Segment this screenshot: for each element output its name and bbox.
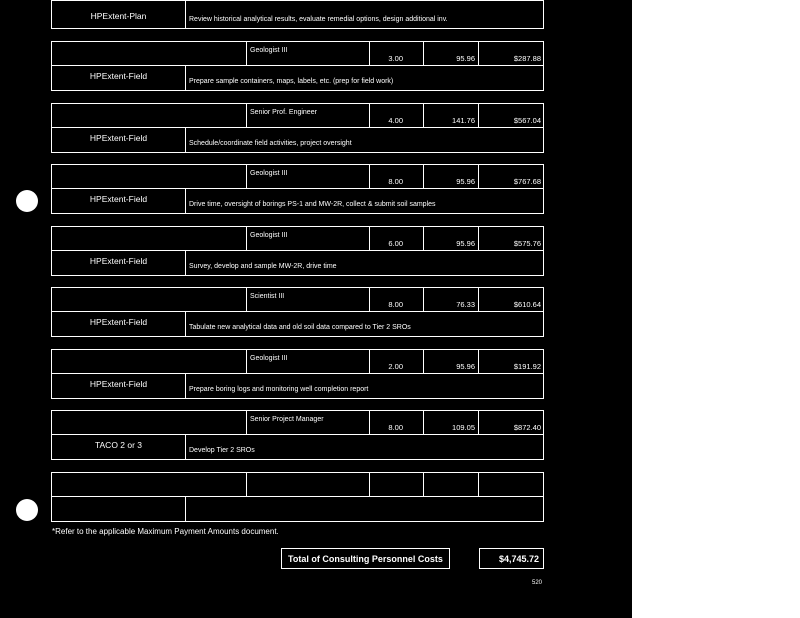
table-row (51, 410, 544, 460)
first-row-description: Review historical analytical results, evaluate remedial options, design additional inv. (189, 16, 448, 23)
hours-cell (369, 472, 424, 497)
hours-text: 6.00 (388, 238, 403, 248)
rate-text: 95.96 (456, 177, 475, 186)
role-cell (246, 472, 370, 497)
description-cell (185, 496, 544, 522)
total-label: Total of Consulting Personnel Costs (288, 554, 443, 564)
cost-text: $575.76 (513, 238, 541, 248)
rate-text: 95.96 (456, 54, 475, 63)
blank-cell (51, 164, 247, 189)
role-text: Senior Prof. Engineer (250, 108, 317, 116)
first-row-task: HPExtent-Plan (90, 11, 147, 21)
table-row (51, 226, 544, 276)
description-text: Tabulate new analytical data and old soil data compared to Tier 2 SROs (189, 324, 411, 331)
description-text: Develop Tier 2 SROs (189, 447, 255, 454)
description-text: Prepare boring logs and monitoring well completion report (189, 385, 369, 393)
blank-cell (51, 410, 247, 435)
role-text: Scientist III (250, 293, 285, 300)
blank-cell (51, 349, 247, 374)
task-text: HPExtent-Field (89, 317, 148, 327)
hours-text: 8.00 (388, 423, 403, 432)
role-text: Geologist III (250, 47, 288, 54)
blank-cell (51, 41, 247, 66)
task-cell (51, 496, 186, 522)
blank-cell (51, 472, 247, 497)
hours-text: 4.00 (388, 115, 403, 125)
role-text: Geologist III (250, 231, 288, 239)
hours-text: 3.00 (388, 54, 403, 63)
description-text: Drive time, oversight of borings PS-1 and MW-2R, collect & submit soil samples (189, 201, 436, 208)
table-row (51, 103, 544, 153)
hours-text: 8.00 (388, 177, 403, 186)
first-row-desc-cell (185, 0, 544, 29)
total-label-box (281, 548, 450, 569)
cost-text: $610.64 (513, 300, 541, 309)
description-text: Prepare sample containers, maps, labels, etc. (prep for field work) (189, 78, 394, 85)
rate-text: 109.05 (452, 423, 475, 432)
description-text: Schedule/coordinate field activities, project oversight (189, 139, 352, 147)
task-text: HPExtent-Field (89, 71, 148, 81)
total-value-box (479, 548, 544, 569)
role-text: Senior Project Manager (250, 416, 324, 423)
table-row (51, 287, 544, 337)
blank-cell (51, 103, 247, 128)
task-text: HPExtent-Field (89, 255, 148, 266)
cost-text: $767.68 (513, 177, 541, 186)
table-row (51, 164, 544, 214)
rate-cell (423, 472, 479, 497)
page-mark: 520 (532, 580, 543, 586)
footnote: *Refer to the applicable Maximum Payment Amounts document. (52, 527, 279, 536)
cost-cell (478, 472, 544, 497)
table-row (51, 349, 544, 399)
hours-text: 2.00 (388, 361, 403, 371)
punch-hole (16, 190, 38, 212)
cost-text: $872.40 (513, 423, 541, 432)
rate-text: 95.96 (456, 238, 475, 248)
role-text: Geologist III (250, 170, 288, 177)
task-text: HPExtent-Field (89, 378, 148, 389)
total-value: $4,745.72 (498, 554, 539, 564)
task-text: HPExtent-Field (89, 194, 148, 204)
cost-text: $567.04 (513, 115, 541, 125)
table-row (51, 472, 544, 522)
task-text: TACO 2 or 3 (94, 440, 143, 450)
cost-text: $287.88 (513, 54, 541, 63)
rate-text: 95.96 (456, 361, 475, 371)
description-text: Survey, develop and sample MW-2R, drive time (189, 262, 337, 270)
table-row (51, 41, 544, 91)
hours-text: 8.00 (388, 300, 403, 309)
rate-text: 141.76 (452, 115, 475, 125)
task-text: HPExtent-Field (89, 132, 148, 143)
blank-cell (51, 226, 247, 251)
role-text: Geologist III (250, 354, 288, 362)
rate-text: 76.33 (456, 300, 475, 309)
blank-cell (51, 287, 247, 312)
punch-hole (16, 499, 38, 521)
cost-text: $191.92 (513, 361, 541, 371)
